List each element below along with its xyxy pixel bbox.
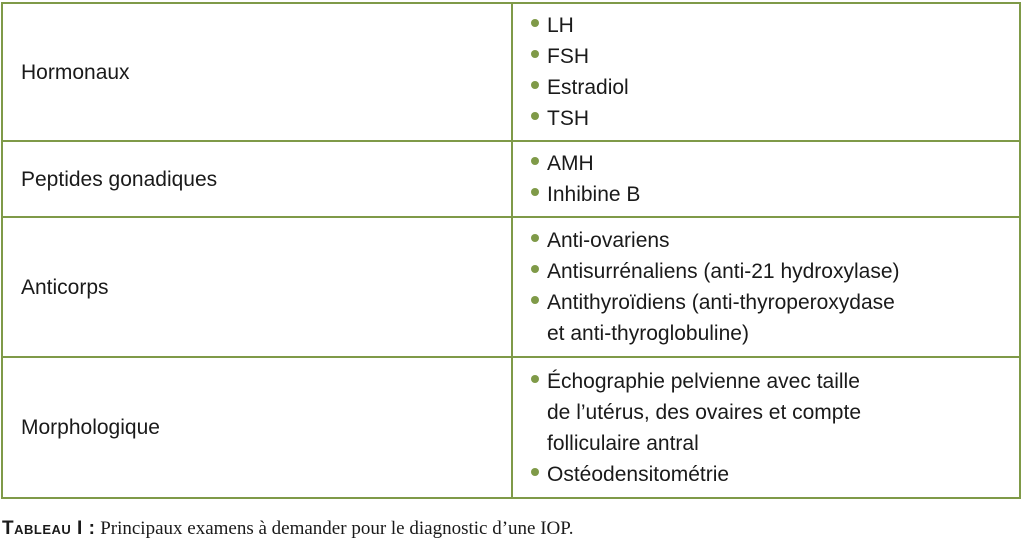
list-item-text: LH bbox=[547, 14, 574, 37]
list-item bbox=[531, 287, 1019, 349]
bullet-icon bbox=[531, 296, 539, 304]
bullet-icon bbox=[531, 112, 539, 120]
items-cell bbox=[512, 3, 1020, 141]
category-cell: Anticorps bbox=[2, 217, 512, 357]
bullet-icon bbox=[531, 265, 539, 273]
list-item-text: Anti-ovariens bbox=[547, 229, 670, 252]
list-item bbox=[531, 256, 1019, 287]
list-item bbox=[531, 148, 1019, 179]
list-item bbox=[531, 103, 1019, 134]
caption-text: Principaux examens à demander pour le diagnostic d’une IOP. bbox=[95, 518, 574, 539]
list-item bbox=[531, 225, 1019, 256]
list-item bbox=[531, 459, 1019, 490]
bullet-icon bbox=[531, 50, 539, 58]
items-cell bbox=[512, 217, 1020, 357]
table-row bbox=[2, 217, 1020, 357]
bullet-icon bbox=[531, 19, 539, 27]
list-item-text: Estradiol bbox=[547, 76, 629, 99]
table-caption bbox=[2, 518, 573, 540]
exam-table-body bbox=[2, 3, 1020, 498]
category-cell: Peptides gonadiques bbox=[2, 141, 512, 217]
category-cell: Hormonaux bbox=[2, 3, 512, 141]
list-item bbox=[531, 72, 1019, 103]
list-item bbox=[531, 10, 1019, 41]
bullet-icon bbox=[531, 234, 539, 242]
list-item-text: FSH bbox=[547, 45, 589, 68]
list-item bbox=[531, 179, 1019, 210]
table-row bbox=[2, 3, 1020, 141]
category-cell: Morphologique bbox=[2, 357, 512, 498]
exam-table bbox=[1, 2, 1021, 499]
list-item-text: AMH bbox=[547, 152, 594, 175]
table-row bbox=[2, 357, 1020, 498]
bullet-icon bbox=[531, 81, 539, 89]
list-item-text: Échographie pelvienne avec taille de l’utérus, des ovaires et compte folliculaire antral bbox=[547, 369, 861, 455]
caption-label: Tableau I : bbox=[2, 518, 96, 539]
list-item-text: Inhibine B bbox=[547, 183, 641, 206]
list-item-text: Antisurrénaliens (anti-21 hydroxylase) bbox=[547, 260, 900, 283]
list-item-text: Antithyroïdiens (anti-thyroperoxydase et anti-thyroglobuline) bbox=[547, 291, 895, 345]
bullet-icon bbox=[531, 468, 539, 476]
list-item-text: Ostéodensitométrie bbox=[547, 462, 730, 486]
items-cell bbox=[512, 141, 1020, 217]
bullet-icon bbox=[531, 375, 539, 383]
items-cell bbox=[512, 357, 1020, 498]
bullet-icon bbox=[531, 188, 539, 196]
bullet-icon bbox=[531, 157, 539, 165]
list-item bbox=[531, 41, 1019, 72]
list-item-text: TSH bbox=[547, 107, 589, 130]
list-item bbox=[531, 366, 1019, 459]
table-row bbox=[2, 141, 1020, 217]
